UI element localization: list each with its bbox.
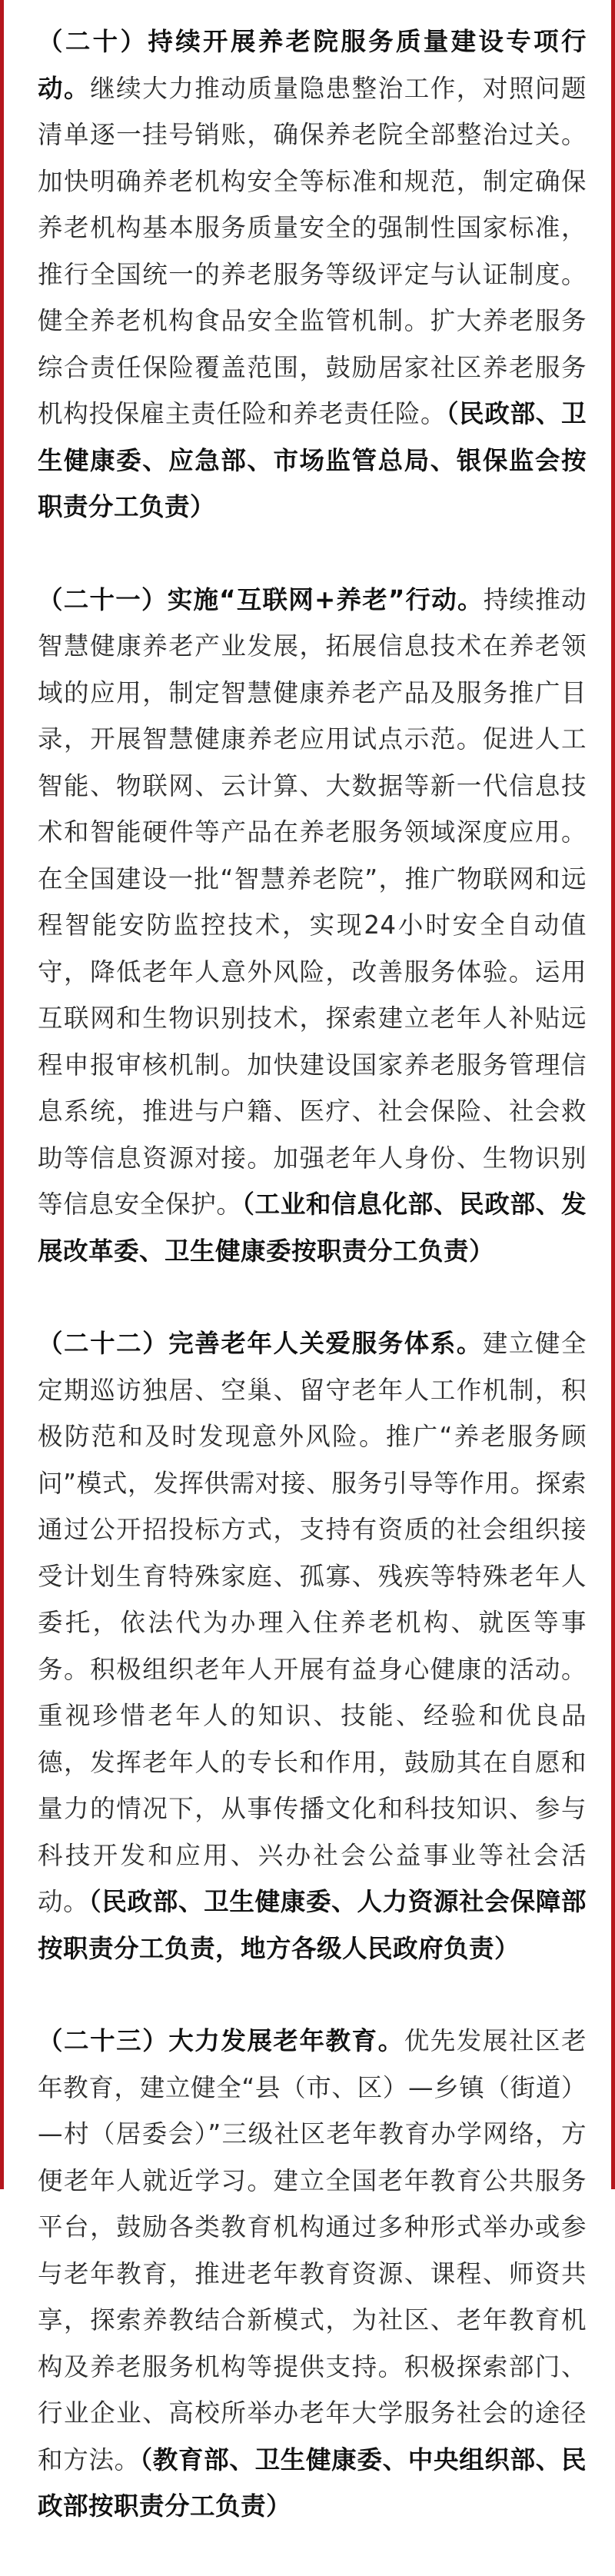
section-heading: （二十）持续开展养老院服务质量建设专项行动。 [38,27,587,103]
section-body: 建立健全定期巡访独居、空巢、留守老年人工作机制，积极防范和及时发现意外风险。推广“养老服务顾问”模式，发挥供需对接、服务引导等作用。探索通过公开招投标方式，支持有资质的社会组织接受计划生育特殊家庭、孤寡、残疾等特殊老年人委托，依法代为办理入住养老机构、就医等事务。积极组织老年人开展有益身心健康的活动。重视珍惜老年人的知识、技能、经验和优良品德，发挥老年人的专长和作用，鼓励其在自愿和量力的情况下，从事传播文化和科技知识、参与科技开发和应用、兴办社会公益事业等社会活动。 [38,1329,587,1916]
section-22 [38,1320,587,1972]
section-body: 优先发展社区老年教育，建立健全“县（市、区）—乡镇（街道）—村（居委会）”三级社区老年教育办学网络，方便老年人就近学习。建立全国老年教育公共服务平台，鼓励各类教育机构通过多种形式举办或参与老年教育，推进老年教育资源、课程、师资共享，探索养教结合新模式，为社区、老年教育机构及养老服务机构等提供支持。积极探索部门、行业企业、高校所举办老年大学服务社会的途径和方法。 [38,2026,587,2474]
section-heading: （二十一）实施“互联网+养老”行动。 [38,584,484,614]
document-content [38,18,587,2576]
section-body: 继续大力推动质量隐患整治工作，对照问题清单逐一挂号销账，确保养老院全部整治过关。加快明确养老机构安全等标准和规范，制定确保养老机构基本服务质量安全的强制性国家标准，推行全国统一的养老服务等级评定与认证制度。健全养老机构食品安全监管机制。扩大养老服务综合责任保险覆盖范围，鼓励居家社区养老服务机构投保雇主责任险和养老责任险。 [38,73,587,428]
section-heading: （二十三）大力发展老年教育。 [38,2026,404,2055]
section-responsibility: （民政部、卫生健康委、人力资源社会保障部按职责分工负责，地方各级人民政府负责） [38,1887,587,1963]
section-21 [38,577,587,1275]
section-responsibility: （民政部、卫生健康委、应急部、市场监管总局、银保监会按职责分工负责） [38,399,587,521]
section-responsibility: （教育部、卫生健康委、中央组织部、民政部按职责分工负责） [38,2445,587,2521]
section-body: 持续推动智慧健康养老产业发展，拓展信息技术在养老领域的应用，制定智慧健康养老产品及服务推广目录，开展智慧健康养老应用试点示范。促进人工智能、物联网、云计算、大数据等新一代信息技术和智能硬件等产品在养老服务领域深度应用。在全国建设一批“智慧养老院”，推广物联网和远程智能安防监控技术，实现24小时安全自动值守，降低老年人意外风险，改善服务体验。运用互联网和生物识别技术，探索建立老年人补贴远程申报审核机制。加快建设国家养老服务管理信息系统，推进与户籍、医疗、社会保险、社会救助等信息资源对接。加强老年人身份、生物识别等信息安全保护。 [38,584,587,1219]
section-20 [38,18,587,531]
section-23 [38,2018,587,2530]
section-responsibility: （工业和信息化部、民政部、发展改革委、卫生健康委按职责分工负责） [38,1190,587,1266]
section-heading: （二十二）完善老年人关爱服务体系。 [38,1329,483,1358]
